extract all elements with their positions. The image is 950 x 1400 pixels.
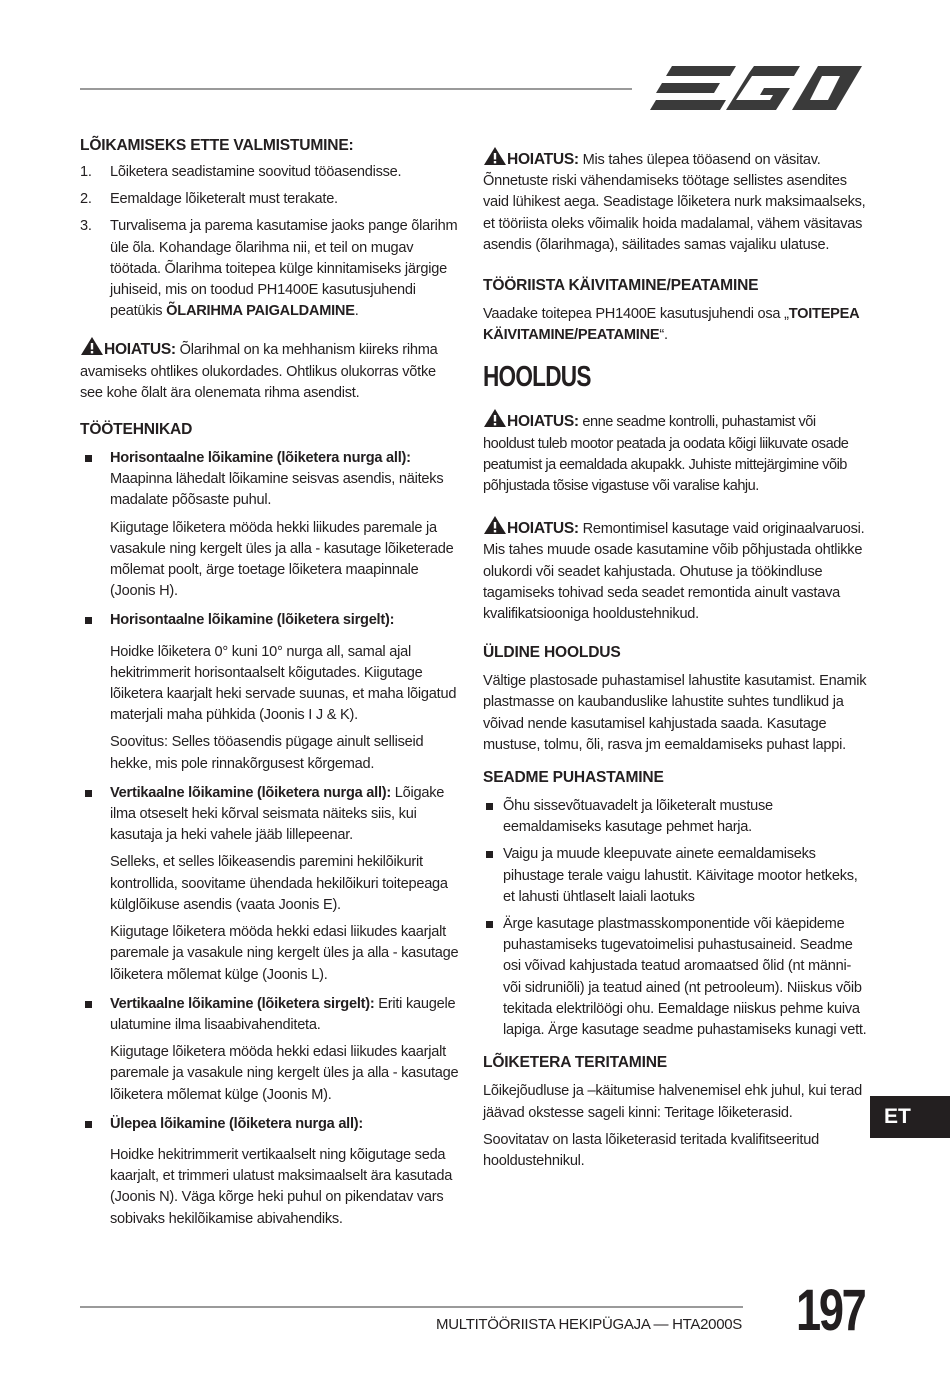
startstop-main: Vaadake toitepea PH1400E kasutusjuhendi osa „ bbox=[483, 306, 789, 323]
techniques-list bbox=[80, 448, 462, 1230]
technique-paragraph: Selleks, et selles lõikeasendis paremini hekilõikurit kontrollida, soovitame ühendada hekilõikuri toitepeaga külglõikuse asendis (vaata Joonis E). bbox=[110, 854, 448, 913]
language-tab: ET bbox=[870, 1096, 950, 1138]
technique-lead bbox=[110, 783, 462, 847]
cleaning-text: Vaigu ja muude kleepuvate ainete eemaldamiseks pihustage terale vaigu lahustit. Käivitage mootor hetkeks, et lahusti ühtlaselt laiali laotuks bbox=[503, 846, 858, 905]
sharpening-text: Soovitatav on lasta lõiketerasid teritada kvalifitseeritud hooldustehnikul. bbox=[483, 1131, 819, 1169]
step-text bbox=[110, 216, 462, 322]
square-bullet-icon bbox=[85, 1001, 92, 1008]
technique-title: Ülepea lõikamine (lõiketera nurga all): bbox=[110, 1115, 364, 1132]
header-rule bbox=[80, 88, 632, 90]
footer-title: MULTITÖÖRIISTA HEKIPÜGAJA — HTA2000S bbox=[436, 1316, 742, 1333]
square-bullet-icon bbox=[85, 617, 92, 624]
warning-text: Remontimisel kasutage vaid originaalvaruosi. Mis tahes muude osade kasutamine võib põhjustada ohtlikke olukordi või seadet kahjustada. Ohutuse ja töökindluse tagamiseks tohivad seda seadet remontida ainult vastava kvalifikatsiooniga hooldustehnikud. bbox=[483, 521, 865, 623]
square-bullet-icon bbox=[486, 921, 493, 928]
square-bullet-icon bbox=[85, 790, 92, 797]
warning-triangle-icon bbox=[483, 408, 507, 428]
technique-title: Horisontaalne lõikamine (lõiketera sirgelt): bbox=[110, 612, 395, 629]
square-bullet-icon bbox=[85, 1121, 92, 1128]
cleaning-heading: SEADME PUHASTAMINE bbox=[483, 769, 664, 787]
warning-text: Mis tahes ülepea tööasend on väsitav. Õnnetuste riski vähendamiseks töötage sellistes asendites vaid lühikest aega. Seadistage lõiketera nurk maksimaalseks, et tööriista oleks võimalik hoida madalamal, vähem väsitavas asendis (õlarihmaga), säilitades samas vajaliku ulatuse. bbox=[483, 152, 866, 253]
prep-steps bbox=[80, 162, 462, 322]
technique-item bbox=[80, 610, 462, 774]
general-maintenance-text: Vältige plastosade puhastamisel lahustite kasutamist. Enamik plastmasse on kaubanduslike lahustite suhtes tundlikud ja võivad nende kasutamisel kahjustada saada. Kasutage mustuse, tolmu, õli, rasva jm eemaldamiseks puhast lappi. bbox=[483, 673, 867, 753]
cleaning-item bbox=[483, 844, 868, 908]
cleaning-text: Õhu sissevõtuavadelt ja lõiketeralt mustuse eemaldamiseks kasutage pehmet harja. bbox=[503, 798, 773, 836]
prep-step bbox=[80, 216, 462, 322]
step-text-end: . bbox=[354, 303, 359, 320]
step-number: 1. bbox=[80, 164, 92, 180]
warning-label: HOIATUS: bbox=[104, 341, 176, 359]
step-number: 3. bbox=[80, 218, 92, 235]
warning-text: Õlarihmal on ka mehhanism kiireks rihma avamiseks ohtlikes olukordades. Ohtlikus olukorras võtke see kohe õlalt ära olenemata rihma asendist. bbox=[80, 342, 438, 401]
warning-triangle-icon bbox=[80, 336, 104, 356]
prep-heading: LÕIKAMISEKS ETTE VALMISTUMINE: bbox=[80, 137, 354, 154]
section-title-maintenance: HOOLDUS bbox=[483, 361, 591, 394]
startstop-text bbox=[483, 304, 868, 346]
technique-item bbox=[80, 1114, 462, 1230]
technique-title: Vertikaalne lõikamine (lõiketera sirgelt): bbox=[110, 995, 375, 1012]
footer-rule bbox=[80, 1306, 743, 1308]
warning-triangle-icon bbox=[483, 515, 507, 535]
square-bullet-icon bbox=[486, 851, 493, 858]
technique-lead-text: Lõigake ilma otseselt heki kõrval seismata näiteks siis, kui kasutaja ja heki vahele jääb lillepeenar. bbox=[110, 784, 445, 844]
warning-before-service bbox=[483, 408, 868, 497]
step-text: Lõiketera seadistamine soovitud tööasendisse. bbox=[110, 164, 402, 180]
warning-overhead bbox=[483, 146, 868, 256]
warning-label: HOIATUS: bbox=[507, 520, 579, 538]
technique-title: Vertikaalne lõikamine (lõiketera nurga all): bbox=[110, 784, 391, 801]
technique-item bbox=[80, 448, 462, 602]
right-column bbox=[483, 146, 868, 1172]
technique-lead bbox=[110, 610, 462, 631]
technique-item bbox=[80, 783, 462, 986]
technique-lead bbox=[110, 1114, 462, 1135]
startstop-end: “. bbox=[659, 327, 668, 344]
technique-paragraph: Hoidke hekitrimmerit vertikaalselt ning kõigutage seda kaarjalt, et trimmeri ulatust maksimaalselt ära kasutada (Joonis N). Väga kõrge heki puhul on pikendatav vars sobivaks hekilõikamise abivahendiks. bbox=[110, 1146, 453, 1227]
techniques-heading: TÖÖTEHNIKAD bbox=[80, 421, 193, 439]
cleaning-list bbox=[483, 796, 868, 1041]
general-maintenance-heading: ÜLDINE HOOLDUS bbox=[483, 644, 621, 662]
cleaning-text: Ärge kasutage plastmasskomponentide või käepideme puhastamiseks tugevatoimelisi puhastusaineid. Seadme osi võivad kahjustada teatud aromaatsed õlid (nt männi- või sidruniõli) ja teatud ained (nt petrooleum). Niiskus võib tekitada elektrilöögi ohu. Eemaldage niiskus pehme kuiva lapiga. Ärge kasutage seadme puhastamiseks kunagi vett. bbox=[503, 916, 867, 1039]
prep-step bbox=[80, 189, 462, 210]
warning-triangle-icon bbox=[483, 146, 507, 166]
technique-lead-text: Eriti kaugele ulatumine ilma lisaabivahenditeta. bbox=[110, 995, 456, 1033]
startstop-heading: TÖÖRIISTA KÄIVITAMINE/PEATAMINE bbox=[483, 277, 759, 295]
step-text-bold: ÕLARIHMA PAIGALDAMINE bbox=[166, 303, 355, 320]
technique-lead-text: Maapinna lähedalt lõikamine seisvas asendis, näiteks madalate põõsaste puhul. bbox=[110, 471, 444, 509]
sharpening-heading: LÕIKETERA TERITAMINE bbox=[483, 1054, 667, 1072]
step-text-main: Turvalisema ja parema kasutamise jaoks pange õlarihm üle õla. Kohandage õlarihma nii, et teil on mugav töötada. Õlarihma toitepea külge kinnitamiseks järgige juhiseid, mis on toodud PH1400E kasutusjuhendi peatükis bbox=[110, 218, 458, 320]
warning-spare-parts bbox=[483, 515, 868, 625]
step-text: Eemaldage lõiketeralt must terakate. bbox=[110, 191, 338, 208]
technique-item bbox=[80, 994, 462, 1106]
cleaning-item bbox=[483, 914, 868, 1041]
technique-lead bbox=[110, 994, 462, 1036]
left-column bbox=[80, 136, 462, 1230]
technique-paragraph: Soovitus: Selles tööasendis pügage ainult selliseid hekke, mis pole rinnakõrgusest kõrgemad. bbox=[110, 734, 424, 772]
page-number: 197 bbox=[796, 1278, 865, 1343]
cleaning-item bbox=[483, 796, 868, 838]
startstop-bold: TOITEPEA KÄIVITAMINE/PEATAMINE bbox=[483, 306, 859, 344]
technique-paragraph: Kiigutage lõiketera mööda hekki edasi liikudes kaarjalt paremale ja vasakule ning kergelt üles ja alla - kasutage lõiketera mõlemat külge (Joonis M). bbox=[110, 1044, 459, 1103]
technique-paragraph: Kiigutage lõiketera mööda hekki edasi liikudes kaarjalt paremale ja vasakule ning kergelt üles ja alla - kasutage lõiketera mõlemat külge (Joonis L). bbox=[110, 924, 459, 983]
prep-step bbox=[80, 162, 462, 183]
technique-paragraph: Kiigutage lõiketera mööda hekki liikudes paremale ja vasakule ning kergelt üles ja alla - kasutage lõiketerade mõlemat poolt, ärge toetage lõiketera maapinnale (Joonis H). bbox=[110, 519, 454, 600]
square-bullet-icon bbox=[486, 803, 493, 810]
ego-logo bbox=[650, 64, 862, 112]
warning-label: HOIATUS: bbox=[507, 413, 579, 431]
warning-text: enne seadme kontrolli, puhastamist või hooldust tuleb mootor peatada ja oodata kõigi liikuvate osade peatumist ja eemaldada akupakk. Juhiste mittejärgimine võib põhjustada tõsise vigastuse või varalise kahju. bbox=[483, 414, 849, 495]
technique-lead bbox=[110, 448, 462, 512]
step-number: 2. bbox=[80, 191, 92, 208]
square-bullet-icon bbox=[85, 455, 92, 462]
technique-title: Horisontaalne lõikamine (lõiketera nurga all): bbox=[110, 450, 411, 467]
warning-shoulder-strap bbox=[80, 336, 462, 404]
sharpening-text: Lõikejõudluse ja –käitumise halvenemisel ehk juhul, kui terad jäävad okstesse sageli kinni: Teritage lõiketerasid. bbox=[483, 1083, 863, 1121]
warning-label: HOIATUS: bbox=[507, 151, 579, 168]
technique-paragraph: Hoidke lõiketera 0° kuni 10° nurga all, samal ajal hekitrimmerit horisontaalselt kõigutades. Kiigutage lõiketera kaarjalt heki servade suunas, et maha lõigatud materjali maha pühkida (Joonis I J & K). bbox=[110, 643, 457, 724]
